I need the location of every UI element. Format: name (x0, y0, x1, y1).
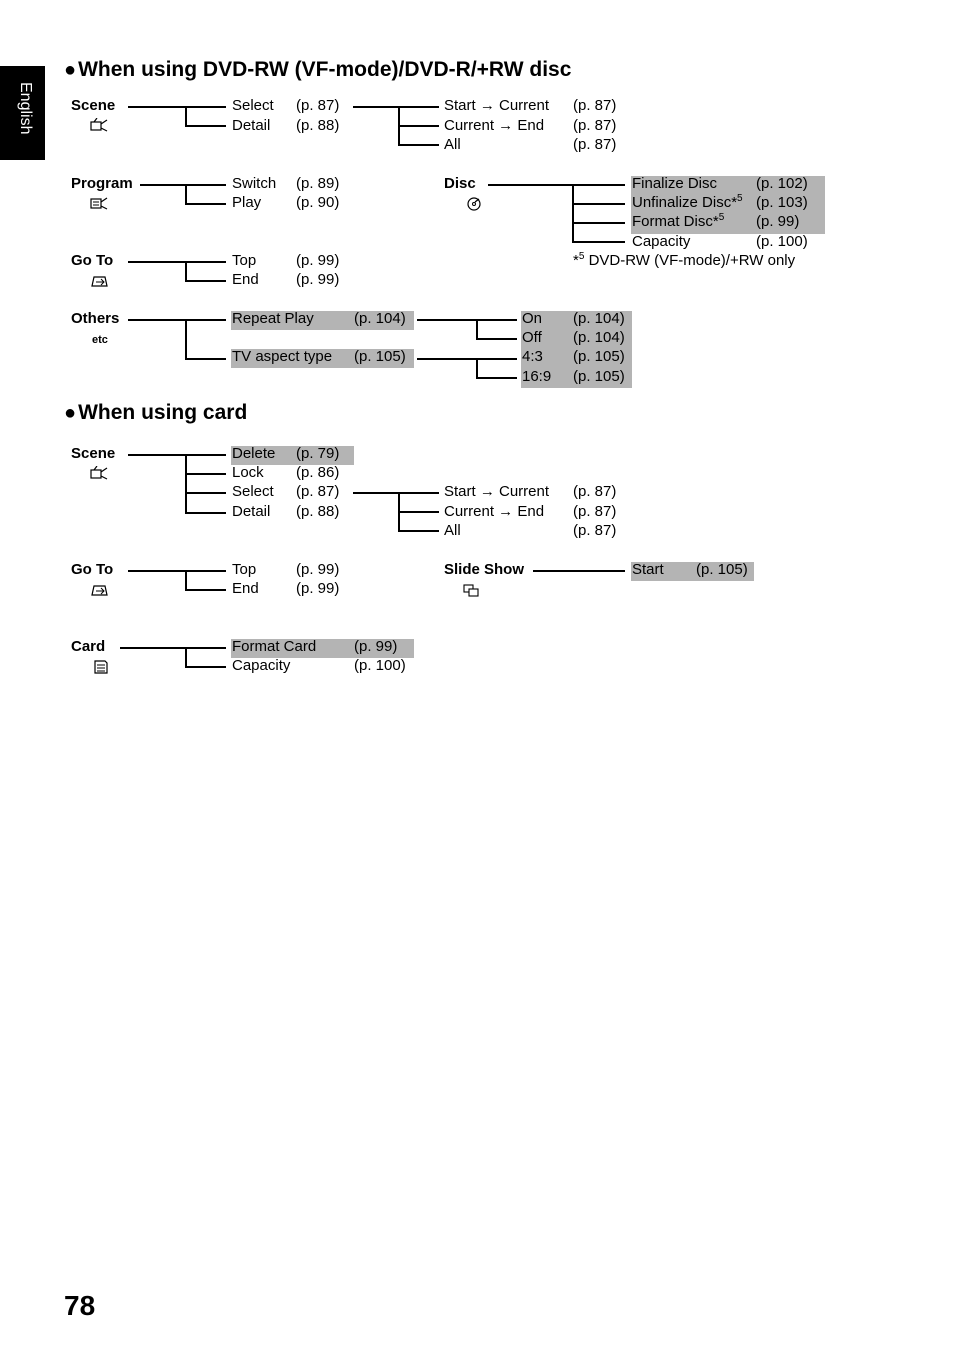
repeat-on[interactable]: On (522, 310, 543, 327)
menu-scene: Scene (71, 97, 116, 114)
card-scene-lock[interactable]: Lock (232, 464, 264, 481)
card-select-start-current[interactable]: Start → Current (444, 483, 550, 500)
select-current-end[interactable]: Current → End (444, 117, 545, 134)
card-goto-top[interactable]: Top (232, 561, 257, 578)
card-scene-detail[interactable]: Detail (232, 503, 271, 520)
menu-disc: Disc (444, 175, 476, 192)
goto-icon (90, 274, 110, 288)
card-scene-delete[interactable]: Delete (232, 445, 276, 462)
goto-icon (90, 583, 110, 597)
others-item-tv-aspect[interactable]: TV aspect type (232, 348, 333, 365)
card-menu-scene: Scene (71, 445, 116, 462)
goto-item-end[interactable]: End (232, 271, 259, 288)
card-select-current-end[interactable]: Current → End (444, 503, 545, 520)
program-icon (90, 196, 110, 210)
card-item-capacity[interactable]: Capacity (232, 657, 291, 674)
card-goto-end[interactable]: End (232, 580, 259, 597)
card-icon (92, 660, 112, 674)
program-item-switch[interactable]: Switch (232, 175, 277, 192)
repeat-off[interactable]: Off (522, 329, 542, 346)
others-item-repeat-play[interactable]: Repeat Play (232, 310, 314, 327)
card-select-all[interactable]: All (444, 522, 461, 539)
scene-item-detail[interactable]: Detail (232, 117, 271, 134)
disc-item-capacity[interactable]: Capacity (632, 233, 691, 250)
slideshow-icon (463, 583, 483, 597)
scene-icon (90, 466, 110, 480)
section-title-disc: ●When using DVD-RW (VF-mode)/DVD-R/+RW disc (64, 58, 572, 81)
card-scene-select[interactable]: Select (232, 483, 274, 500)
card-menu-goto: Go To (71, 561, 114, 578)
program-item-play[interactable]: Play (232, 194, 262, 211)
disc-item-unfinalize[interactable]: Unfinalize Disc*$^5$ (632, 193, 743, 211)
card-menu-card: Card (71, 638, 106, 655)
page-number: 78 (64, 1290, 96, 1321)
aspect-4-3[interactable]: 4:3 (522, 348, 543, 365)
card-item-format[interactable]: Format Card (232, 638, 317, 655)
disc-footnote: *$^5$ DVD-RW (VF-mode)/+RW only (573, 251, 796, 269)
disc-item-finalize[interactable]: Finalize Disc (632, 175, 718, 192)
scene-icon (90, 118, 110, 132)
slideshow-start[interactable]: Start (632, 561, 664, 578)
section-title-card: ●When using card (64, 401, 248, 424)
select-all[interactable]: All (444, 136, 461, 153)
menu-others: Others (71, 310, 120, 327)
select-start-current[interactable]: Start → Current (444, 97, 550, 114)
disc-icon (465, 197, 485, 211)
menu-goto: Go To (71, 252, 114, 269)
goto-item-top[interactable]: Top (232, 252, 257, 269)
language-tab (0, 66, 45, 160)
aspect-16-9[interactable]: 16:9 (522, 368, 552, 385)
others-icon: etc (92, 334, 108, 346)
menu-program: Program (71, 175, 133, 192)
disc-item-format[interactable]: Format Disc*$^5$ (632, 212, 725, 230)
language-label: English (17, 82, 34, 135)
card-menu-slideshow: Slide Show (444, 561, 525, 578)
scene-item-select[interactable]: Select (232, 97, 274, 114)
